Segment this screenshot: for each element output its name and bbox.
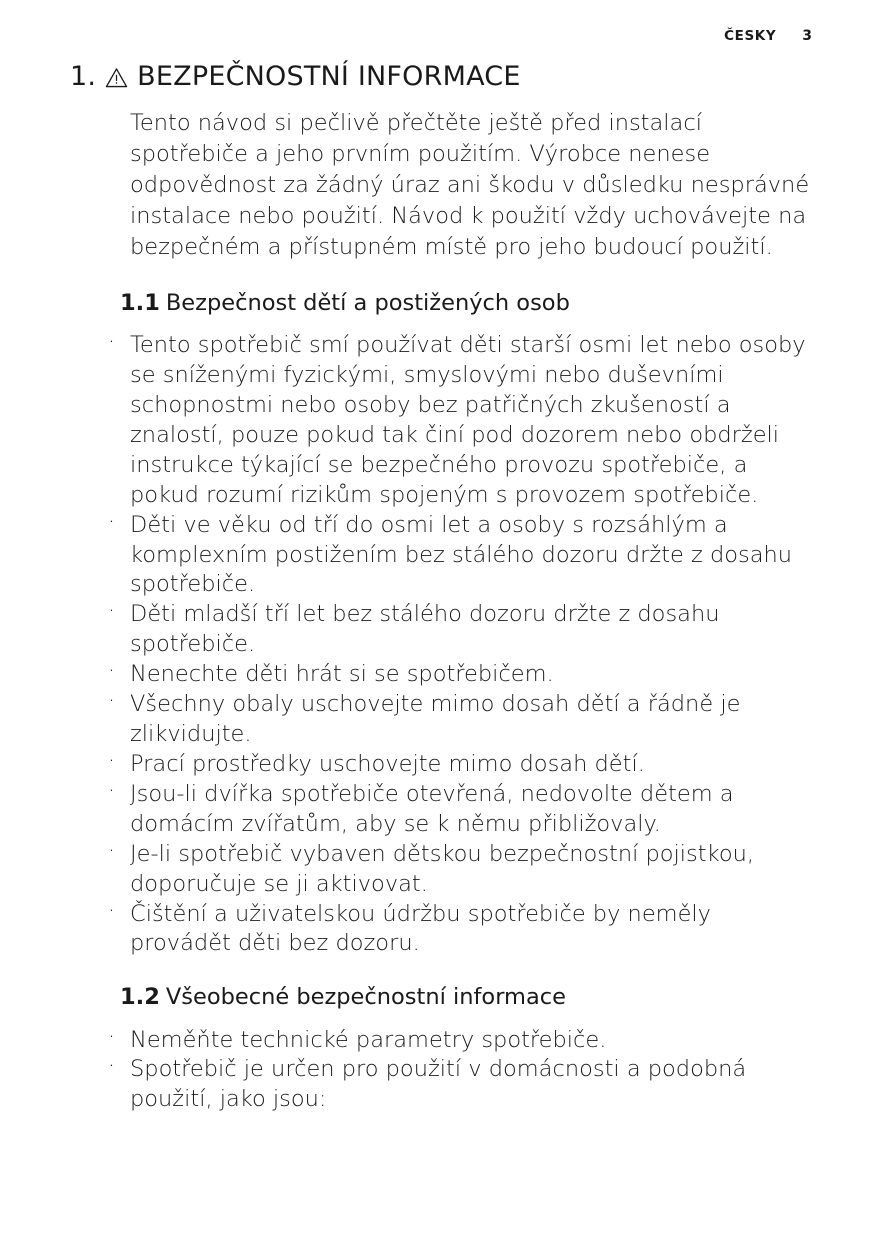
list-item: · Čištění a uživatelskou údržbu spotřebiče by neměly provádět děti bez dozoru. (130, 900, 818, 960)
header-language: ČESKY (724, 28, 777, 44)
page-number: 3 (802, 28, 812, 44)
list-item: · Nenechte děti hrát si se spotřebičem. (130, 660, 818, 690)
page-header (56, 28, 818, 44)
list-item: · Tento spotřebič smí používat děti starší osmi let nebo osoby se sníženými fyzickými, smyslovými nebo duševními schopnostmi nebo osoby bez patřičných zkušeností a znalostí, pouze pokud tak činí pod dozorem nebo obdrželi instrukce týkající se bezpečného provozu spotřebiče, a pokud rozumí rizikům spojeným s provozem spotřebiče. (130, 331, 818, 511)
warning-triangle-icon (105, 67, 128, 88)
section-title: Všeobecné bezpečnostní informace (165, 984, 566, 1011)
section-1-1-list (56, 331, 818, 959)
chapter-title: BEZPEČNOSTNÍ INFORMACE (137, 61, 521, 92)
list-item: · Je-li spotřebič vybaven dětskou bezpečnostní pojistkou, doporučuje se ji aktivovat. (130, 840, 818, 900)
section-number: 1.2 (120, 984, 160, 1011)
list-item: · Neměňte technické parametry spotřebiče. (130, 1026, 818, 1056)
intro-paragraph: Tento návod si pečlivě přečtěte ještě před instalací spotřebiče a jeho prvním použitím. Výrobce nenese odpovědnost za žádný úraz ani škodu v důsledku nesprávné instalace nebo použití. Návod k použití vždy uchovávejte na bezpečném a přístupném místě pro jeho budoucí použití. (130, 109, 810, 260)
section-1-2-list (56, 1026, 818, 1116)
list-item: · Prací prostředky uschovejte mimo dosah dětí. (130, 750, 818, 780)
section-number: 1.1 (120, 289, 160, 316)
list-item: · Děti ve věku od tří do osmi let a osoby s rozsáhlým a komplexním postižením bez stálého dozoru držte z dosahu spotřebiče. (130, 511, 818, 601)
list-item: · Jsou-li dvířka spotřebiče otevřená, nedovolte dětem a domácím zvířatům, aby se k němu přibližovaly. (130, 780, 818, 840)
chapter-number: 1. (70, 61, 97, 92)
list-item: · Všechny obaly uschovejte mimo dosah dětí a řádně je zlikvidujte. (130, 690, 818, 750)
section-title: Bezpečnost dětí a postižených osob (165, 289, 570, 316)
section-heading-1-1 (120, 289, 818, 317)
section-heading-1-2 (120, 983, 818, 1011)
list-item: · Spotřebič je určen pro použití v domácnosti a podobná použití, jako jsou: (130, 1055, 818, 1115)
chapter-heading (70, 62, 818, 92)
list-item: · Děti mladší tří let bez stálého dozoru držte z dosahu spotřebiče. (130, 600, 818, 660)
